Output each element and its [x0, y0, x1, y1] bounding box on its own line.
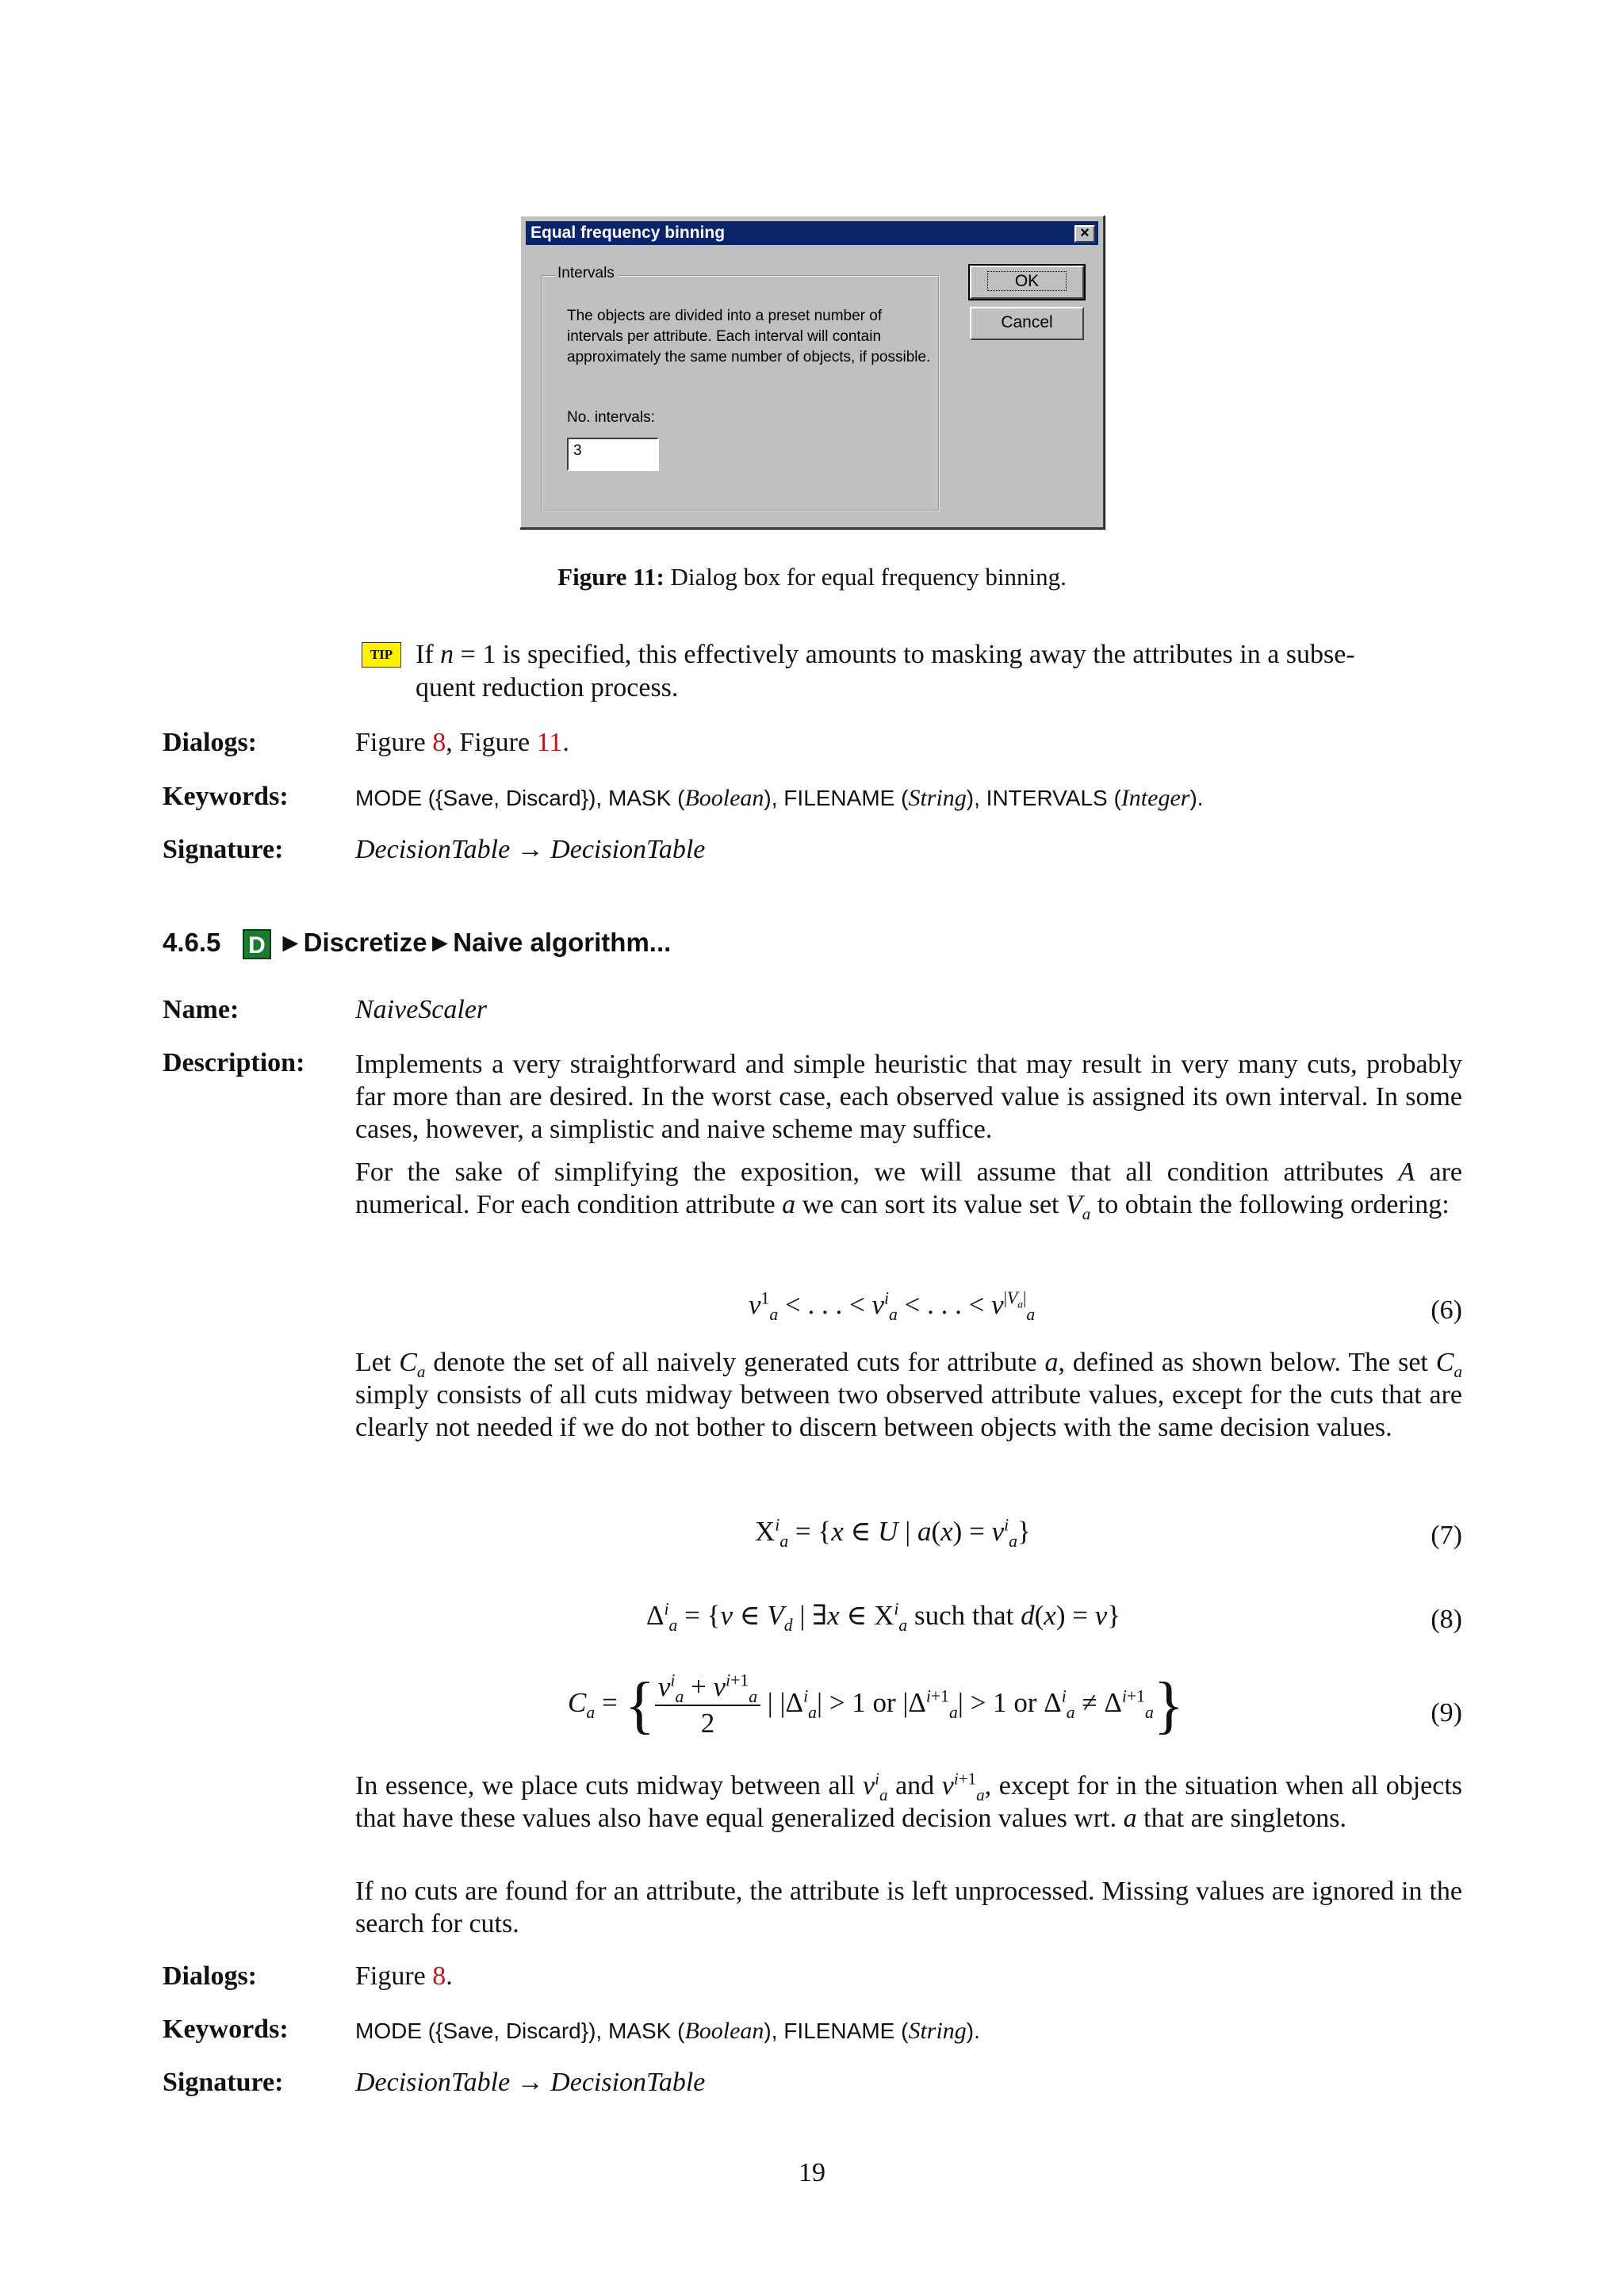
p4-var: a — [1123, 1804, 1137, 1833]
kw-part: MODE ({Save, Discard}), MASK ( — [355, 786, 685, 810]
description-paragraph-3 — [355, 1346, 1462, 1444]
p3-text: simply consists of all cuts midway between two observed attribute values, except for the cuts that are clearly not needed if we do not bother to discern between objects with the same decision values. — [355, 1380, 1462, 1442]
p3-text: Let — [355, 1348, 400, 1377]
description-paragraph-4: In essence, we place cuts midway between all $v^i_a$ and $v^{i+1}_a$, except for in the situation when all objects that have these values also have equal generalized decision values wrt. a that are singletons. — [355, 1769, 1463, 1833]
p2-text: to obtain the following ordering: — [1090, 1190, 1450, 1219]
equation-6: $v^1_a$ < . . . < $v^i_a$ < . . . < $v^{|V_a|}_a$ — [749, 1288, 1036, 1324]
ok-button-label: OK — [987, 271, 1067, 291]
signature-label-2: Signature: — [163, 2068, 284, 2097]
p3-var: C — [399, 1348, 417, 1377]
equation-9-number: (9) — [1431, 1698, 1462, 1728]
kw-type: Boolean — [684, 785, 764, 811]
kw-part: ), FILENAME ( — [764, 786, 909, 810]
tip-eq: = 1 — [454, 640, 496, 669]
kw-part: ), INTERVALS ( — [966, 786, 1121, 810]
equation-7-number: (7) — [1431, 1521, 1462, 1550]
kw-type: Boolean — [684, 2018, 764, 2044]
figure-caption — [0, 563, 1624, 591]
or-text: or — [1013, 1687, 1037, 1719]
dialogs-fig-prefix: Figure — [355, 728, 433, 757]
p4-text: and — [887, 1771, 942, 1800]
tip-var: n — [440, 640, 454, 669]
kw-part: ). — [966, 2019, 980, 2043]
figure-caption-text: Dialog box for equal frequency binning. — [664, 563, 1067, 591]
intervals-group-label: Intervals — [554, 265, 618, 282]
close-icon[interactable]: × — [1074, 225, 1095, 243]
p3-var: C — [1435, 1348, 1454, 1377]
keywords-label-2: Keywords: — [163, 2015, 289, 2044]
kw-type: String — [908, 2018, 967, 2044]
p3-text: , defined as shown below. The set — [1058, 1348, 1436, 1377]
p3-sub: a — [1454, 1361, 1462, 1381]
equation-6-number: (6) — [1431, 1295, 1462, 1325]
dialogs-label-2: Dialogs: — [163, 1961, 257, 1991]
tip-post: is specified, this effectively amounts to masking away the attributes in a subse- — [496, 640, 1355, 669]
dialogs-end: . — [446, 1961, 453, 1991]
intervals-label: No. intervals: — [567, 409, 655, 426]
equation-7: $X^i_a = \{x$ ∈ U | $a(x) = v^i_a$} — [755, 1515, 1031, 1551]
intervals-input[interactable]: 3 — [567, 438, 659, 471]
equation-9: $C_a$ = { $\frac{v^i_a + v^{i+1}_a}{2}$ | $|\Delta^i_a| > 1$ or $|\Delta^{i+1}_a| > 1$ or $\Delta^i_a \ne \Delta^{i+1}_a$} — [568, 1670, 1185, 1740]
p2-var: V — [1066, 1190, 1082, 1219]
tip-text — [416, 638, 1462, 705]
such-that-text: such that — [914, 1600, 1014, 1631]
tip-pre: If — [416, 640, 441, 669]
signature-label: Signature: — [163, 835, 284, 864]
dialog-title: Equal frequency binning — [530, 224, 726, 242]
discretize-d-icon: D — [243, 929, 271, 959]
description-paragraph-5: If no cuts are found for an attribute, the attribute is left unprocessed. Missing values are ignored in the search for cuts. — [355, 1877, 1462, 1938]
figure-11-link[interactable]: 11 — [536, 728, 563, 757]
keywords-label: Keywords: — [163, 782, 289, 811]
section-title: ►Discretize►Naive algorithm... — [278, 928, 672, 957]
p2-text: For the sake of simplifying the exposition, we will assume that all condition attributes — [355, 1158, 1399, 1187]
section-number: 4.6.5 — [163, 928, 221, 957]
dialogs-sep: , Figure — [446, 728, 537, 757]
kw-part: ), FILENAME ( — [764, 2019, 909, 2043]
dialogs-label: Dialogs: — [163, 728, 257, 757]
figure-8-link[interactable]: 8 — [432, 1961, 446, 1991]
p2-var: A — [1398, 1158, 1415, 1187]
p4-text: that are singletons. — [1136, 1804, 1347, 1833]
equation-8-number: (8) — [1431, 1605, 1462, 1634]
dialogs-fig-prefix: Figure — [355, 1961, 433, 1991]
kw-part: ). — [1189, 786, 1204, 810]
signature-value-2: DecisionTable → DecisionTable — [355, 2068, 706, 2097]
dialogs-value-2 — [355, 1961, 453, 1992]
or-text: or — [872, 1687, 896, 1719]
kw-part: MODE ({Save, Discard}), MASK ( — [355, 2019, 685, 2043]
p2-text: we can sort its value set — [795, 1190, 1067, 1219]
p2-sub: a — [1082, 1203, 1091, 1223]
description-label: Description: — [163, 1048, 305, 1077]
figure-8-link[interactable]: 8 — [432, 728, 446, 757]
signature-value: DecisionTable → DecisionTable — [355, 835, 706, 864]
cancel-button[interactable]: Cancel — [970, 307, 1084, 340]
p2-var: a — [782, 1190, 796, 1219]
p3-sub: a — [416, 1361, 426, 1381]
description-paragraph-2 — [355, 1156, 1462, 1221]
p3-text: denote the set of all naively generated cuts for attribute — [425, 1348, 1045, 1377]
p2-text: are numerical. For each condition attribute — [355, 1158, 1462, 1219]
keywords-value — [355, 785, 1204, 812]
dialog-title-bar — [526, 221, 1098, 245]
tip-badge: TIP — [362, 642, 401, 668]
figure-caption-label: Figure 11: — [557, 563, 665, 591]
p4-text: In essence, we place cuts midway between all — [355, 1771, 864, 1800]
dialogs-value — [355, 728, 569, 758]
keywords-value-2 — [355, 2018, 980, 2045]
p4-text: , except for in the situation when all objects that have these values also have equal generalized decision values wrt. — [355, 1771, 1463, 1833]
kw-type: Integer — [1120, 785, 1190, 811]
ok-button[interactable] — [970, 266, 1084, 299]
tip-line2: quent reduction process. — [416, 673, 679, 702]
equation-8: $\Delta^i_a = \{v$ ∈ $V_d$ | ∃x ∈ $X^i_a$ such that d(x) = v} — [646, 1599, 1121, 1635]
equal-frequency-binning-dialog — [519, 215, 1105, 529]
p3-var: a — [1044, 1348, 1059, 1377]
name-label: Name: — [163, 995, 239, 1024]
dialog-description: The objects are divided into a preset number of intervals per attribute. Each interval will contain approximately the same number of objects, if possible. — [567, 308, 931, 365]
kw-type: String — [908, 785, 967, 811]
page-number: 19 — [799, 2158, 825, 2187]
dialogs-end: . — [562, 728, 569, 757]
name-value: NaiveScaler — [355, 995, 488, 1024]
description-paragraph-1: Implements a very straightforward and simple heuristic that may result in very many cuts, probably far more than are desired. In the worst case, each observed value is assigned its own interval. In some cases, however, a simplistic and naive scheme may suffice. — [355, 1050, 1462, 1144]
